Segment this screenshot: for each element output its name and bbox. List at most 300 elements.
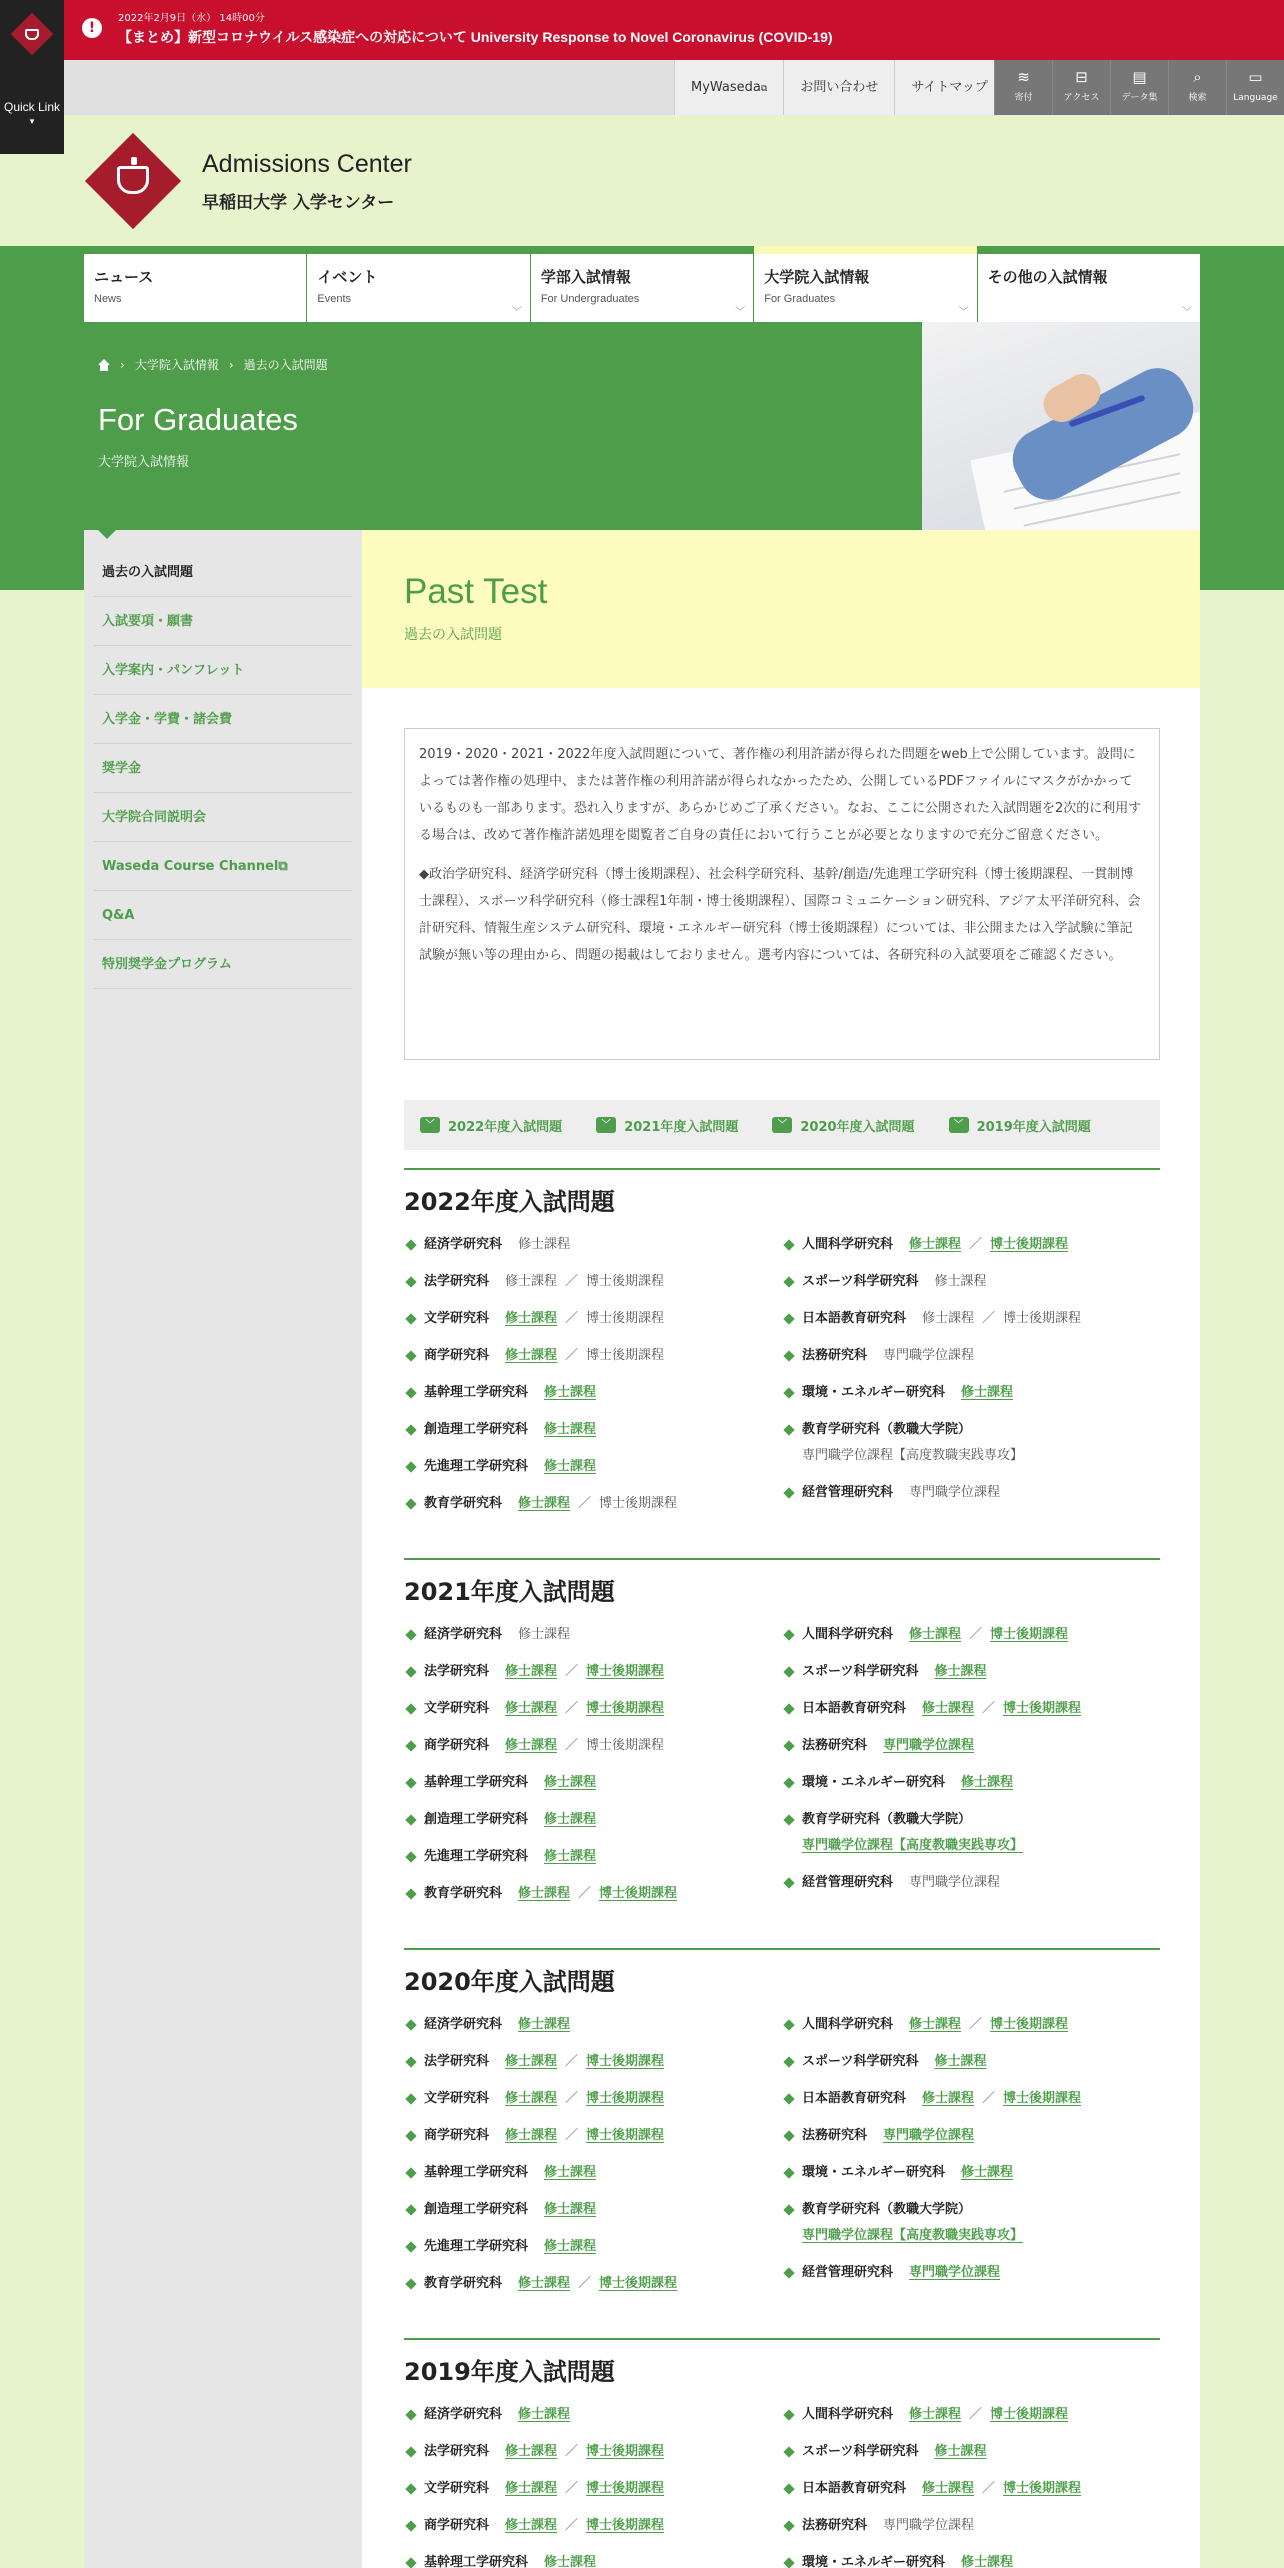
school-name: 創造理工学研究科 xyxy=(424,1422,529,1437)
course-pdf-link[interactable]: 博士後期課程 xyxy=(586,1701,665,1716)
list-item xyxy=(404,2550,772,2568)
course-label: 博士後期課程 xyxy=(1003,1311,1082,1326)
course-pdf-link[interactable]: 博士後期課程 xyxy=(586,2054,665,2069)
school-name: 文学研究科 xyxy=(424,1701,490,1716)
separator: ／ xyxy=(982,2481,996,2496)
diamond-bullet-icon xyxy=(405,1387,416,1398)
diamond-bullet-icon xyxy=(405,1777,416,1788)
school-column-left xyxy=(404,2012,782,2308)
nav-other[interactable] xyxy=(978,246,1200,322)
data-label: データ集 xyxy=(1121,93,1158,103)
school-name: 教育学研究科 xyxy=(424,2276,503,2291)
course-pdf-link[interactable]: 修士課程 xyxy=(505,2444,558,2459)
diamond-bullet-icon xyxy=(405,2204,416,2215)
course-pdf-link[interactable]: 修士課程 xyxy=(505,1738,558,1753)
sidebar-item-course-channel[interactable]: Waseda Course Channel⧉ xyxy=(94,842,352,891)
course-label: 博士後期課程 xyxy=(586,1348,665,1363)
school-name: スポーツ科学研究科 xyxy=(802,2444,919,2459)
course-pdf-link[interactable]: 修士課程 xyxy=(518,1496,571,1511)
anchor-2022[interactable] xyxy=(420,1116,562,1135)
diamond-bullet-icon xyxy=(405,1888,416,1899)
school-name: 法務研究科 xyxy=(802,2128,868,2143)
book-icon: ▤ xyxy=(1132,68,1147,86)
separator: ／ xyxy=(565,2481,579,2496)
list-item xyxy=(404,2160,772,2186)
diamond-bullet-icon xyxy=(783,1666,794,1677)
alert-link[interactable]: 【まとめ】新型コロナウイルス感染症への対応について University Response to Novel Coronavirus (COVID-19) xyxy=(118,29,833,45)
school-name: 経済学研究科 xyxy=(424,1627,503,1642)
chevron-down-icon: ﹀ xyxy=(949,1117,969,1133)
separator: ／ xyxy=(565,1701,579,1716)
util-link-sitemap[interactable]: サイトマップ xyxy=(894,60,1004,115)
active-notch xyxy=(98,530,116,539)
school-name: 文学研究科 xyxy=(424,1311,490,1326)
list-item xyxy=(404,2123,772,2149)
breadcrumb xyxy=(98,356,328,373)
diamond-bullet-icon xyxy=(783,1629,794,1640)
list-item xyxy=(404,1844,772,1870)
utility-bar xyxy=(64,60,1284,115)
list-item xyxy=(404,1881,772,1907)
course-pdf-link[interactable]: 博士後期課程 xyxy=(990,2407,1069,2422)
school-name: 教育学研究科（教職大学院） xyxy=(802,1422,972,1437)
nav-sublabel: For Graduates xyxy=(764,293,836,305)
course-pdf-link[interactable]: 修士課程 xyxy=(909,2407,962,2422)
anchor-label: 2019年度入試問題 xyxy=(976,1119,1091,1135)
school-name: 先進理工学研究科 xyxy=(424,1849,529,1864)
anchor-2021[interactable] xyxy=(596,1116,738,1135)
course-pdf-link[interactable]: 修士課程 xyxy=(505,1311,558,1326)
diamond-bullet-icon xyxy=(783,2446,794,2457)
list-item xyxy=(782,2160,1150,2186)
list-item xyxy=(404,2049,772,2075)
school-name: 先進理工学研究科 xyxy=(424,1459,529,1474)
anchor-label: 2020年度入試問題 xyxy=(800,1119,915,1135)
sidebar-item-fees[interactable]: 入学金・学費・諸会費 xyxy=(94,695,352,744)
list-item xyxy=(782,1306,1150,1332)
school-name: 基幹理工学研究科 xyxy=(424,2555,529,2568)
breadcrumb-graduates[interactable]: 大学院入試情報 xyxy=(134,358,219,372)
course-pdf-link[interactable]: 博士後期課程 xyxy=(990,1627,1069,1642)
school-name: 日本語教育研究科 xyxy=(802,1311,907,1326)
alert-icon: ! xyxy=(82,18,102,38)
sidebar-item-special-scholarship[interactable]: 特別奨学金プログラム xyxy=(94,940,352,989)
diamond-bullet-icon xyxy=(783,1877,794,1888)
course-pdf-link[interactable]: 博士後期課程 xyxy=(586,2128,665,2143)
course-pdf-link[interactable]: 博士後期課程 xyxy=(586,1664,665,1679)
school-name: 基幹理工学研究科 xyxy=(424,2165,529,2180)
school-name: 環境・エネルギー研究科 xyxy=(802,1775,946,1790)
year-section xyxy=(404,1168,1160,1528)
year-heading: 2022年度入試問題 xyxy=(404,1188,615,1216)
year-heading: 2019年度入試問題 xyxy=(404,2358,615,2386)
list-item xyxy=(782,1232,1150,1258)
past-test-header xyxy=(362,530,1200,688)
course-label: 博士後期課程 xyxy=(599,1496,678,1511)
diamond-bullet-icon xyxy=(783,2267,794,2278)
breadcrumb-sep: › xyxy=(120,357,125,372)
course-pdf-link[interactable]: 博士後期課程 xyxy=(599,2276,678,2291)
course-pdf-link[interactable]: 修士課程 xyxy=(505,1348,558,1363)
list-item xyxy=(404,2234,772,2260)
search-label: 検索 xyxy=(1188,93,1207,103)
school-name: 経済学研究科 xyxy=(424,2017,503,2032)
nav-sublabel: For Undergraduates xyxy=(540,293,640,305)
list-item xyxy=(404,1622,772,1648)
course-pdf-link[interactable]: 修士課程 xyxy=(544,1422,597,1437)
course-pdf-link[interactable]: 修士課程 xyxy=(544,1459,597,1474)
page-title: For Graduates xyxy=(98,402,298,437)
diamond-bullet-icon xyxy=(405,1851,416,1862)
course-pdf-link[interactable]: 修士課程 xyxy=(922,2091,975,2106)
school-name: 創造理工学研究科 xyxy=(424,1812,529,1827)
school-column-right xyxy=(782,2012,1160,2308)
diamond-bullet-icon xyxy=(783,1777,794,1788)
diamond-bullet-icon xyxy=(783,2019,794,2030)
page-subtitle: 大学院入試情報 xyxy=(98,455,190,470)
course-pdf-link[interactable]: 修士課程 xyxy=(518,2017,571,2032)
school-name: 人間科学研究科 xyxy=(802,1237,894,1252)
list-item xyxy=(404,1807,772,1833)
school-name: 文学研究科 xyxy=(424,2481,490,2496)
diamond-bullet-icon xyxy=(783,1703,794,1714)
course-pdf-link[interactable]: 修士課程 xyxy=(544,2202,597,2217)
school-name: 文学研究科 xyxy=(424,2091,490,2106)
anchor-label: 2022年度入試問題 xyxy=(448,1119,563,1135)
school-column-right xyxy=(782,1232,1160,1528)
list-item xyxy=(404,2012,772,2038)
site-subtitle: 早稲田大学 入学センター xyxy=(202,193,395,213)
course-pdf-link[interactable]: 修士課程 xyxy=(505,2518,558,2533)
bus-icon: ⊟ xyxy=(1075,68,1088,86)
year-section xyxy=(404,1948,1160,2308)
search-icon: ⌕ xyxy=(1193,68,1202,86)
separator: ／ xyxy=(565,1664,579,1679)
diamond-bullet-icon xyxy=(405,1350,416,1361)
course-pdf-link[interactable]: 修士課程 xyxy=(961,1775,1014,1790)
list-item xyxy=(782,2049,1150,2075)
course-pdf-link[interactable]: 専門職学位課程【高度教職実践専攻】 xyxy=(802,2228,1024,2243)
separator: ／ xyxy=(969,1627,983,1642)
anchor-2020[interactable] xyxy=(772,1116,914,1135)
nav-news[interactable] xyxy=(84,246,306,322)
anchor-label: 2021年度入試問題 xyxy=(624,1119,739,1135)
course-pdf-link[interactable]: 博士後期課程 xyxy=(586,2444,665,2459)
list-item xyxy=(782,1622,1150,1648)
notice-paragraph: ◆政治学研究科、経済学研究科（博士後期課程）、社会科学研究科、基幹/創造/先進理工学研究科（博士後期課程、一貫制博士課程）、スポーツ科学研究科（修士課程1年制・博士後期課程）、国際コミュニケーション研究科、アジア太平洋研究科、会計研究科、情報生産システム研究科、環境・エネルギー研究科（博士後期課程）については、非公開または入学試験に筆記試験が無い等の理由から、問題の掲載はしておりません。選考内容については、各研究科の入試要項をご確認ください。 xyxy=(419,867,1141,963)
list-item xyxy=(782,1807,1150,1859)
diamond-bullet-icon xyxy=(405,1814,416,1825)
course-pdf-link[interactable]: 修士課程 xyxy=(909,2017,962,2032)
school-name: 法学研究科 xyxy=(424,1274,490,1289)
school-name: スポーツ科学研究科 xyxy=(802,1274,919,1289)
list-item xyxy=(404,1696,772,1722)
school-name: 商学研究科 xyxy=(424,2518,490,2533)
list-item xyxy=(404,1417,772,1443)
notice-paragraph: 2019・2020・2021・2022年度入試問題について、著作権の利用許諾が得られた問題をweb上で公開しています。設問によっては著作権の処理中、または著作権の利用許諾が得られなかったため、公開しているPDFファイルにマスクがかかっているものも一部あります。恐れ入りますが、あらかじめご了承ください。なお、ここに公開された入試問題を2次的に利用する場合は、改めて著作権許諾処理を閲覧者ご自身の責任において行うことが必要となりますので充分ご留意ください。 xyxy=(419,747,1142,843)
diamond-bullet-icon xyxy=(783,2093,794,2104)
list-item xyxy=(782,2513,1150,2539)
breadcrumb-current: 過去の入試問題 xyxy=(243,358,328,372)
list-item xyxy=(404,2439,772,2465)
nav-label: その他の入試情報 xyxy=(987,268,1108,286)
list-item xyxy=(782,2260,1150,2286)
diamond-bullet-icon xyxy=(783,2130,794,2141)
diamond-bullet-icon xyxy=(783,1313,794,1324)
course-pdf-link[interactable]: 修士課程 xyxy=(505,2091,558,2106)
separator: ／ xyxy=(578,1496,592,1511)
school-name: 日本語教育研究科 xyxy=(802,2091,907,2106)
diamond-bullet-icon xyxy=(405,2520,416,2531)
school-name: 教育学研究科（教職大学院） xyxy=(802,2202,972,2217)
home-icon[interactable] xyxy=(98,359,110,371)
school-name: 基幹理工学研究科 xyxy=(424,1775,529,1790)
course-pdf-link[interactable]: 専門職学位課程 xyxy=(909,2265,1001,2280)
course-pdf-link[interactable]: 修士課程 xyxy=(505,2054,558,2069)
year-heading: 2020年度入試問題 xyxy=(404,1968,615,1996)
list-item xyxy=(782,1343,1150,1369)
diamond-bullet-icon xyxy=(405,2241,416,2252)
diamond-bullet-icon xyxy=(405,2056,416,2067)
donation-button[interactable] xyxy=(994,60,1052,115)
course-pdf-link[interactable]: 修士課程 xyxy=(544,2239,597,2254)
course-pdf-link[interactable]: 専門職学位課程【高度教職実践専攻】 xyxy=(802,1838,1024,1853)
course-pdf-link[interactable]: 修士課程 xyxy=(544,1385,597,1400)
list-item xyxy=(782,2550,1150,2568)
diamond-bullet-icon xyxy=(405,2130,416,2141)
course-label: 専門職学位課程 xyxy=(883,1348,975,1363)
school-name: 経済学研究科 xyxy=(424,1237,503,1252)
school-name: 経営管理研究科 xyxy=(802,2265,894,2280)
school-name: 環境・エネルギー研究科 xyxy=(802,1385,946,1400)
separator: ／ xyxy=(578,1886,592,1901)
diamond-bullet-icon xyxy=(405,1740,416,1751)
separator: ／ xyxy=(982,2091,996,2106)
diamond-bullet-icon xyxy=(405,1313,416,1324)
course-pdf-link[interactable]: 専門職学位課程 xyxy=(883,2128,975,2143)
course-pdf-link[interactable]: 修士課程 xyxy=(961,2555,1014,2568)
year-section xyxy=(404,1558,1160,1918)
diamond-bullet-icon xyxy=(405,2483,416,2494)
course-label: 専門職学位課程【高度教職実践専攻】 xyxy=(802,1448,1024,1463)
chevron-down-icon: ▾ xyxy=(29,117,35,127)
list-item xyxy=(404,2402,772,2428)
sidebar-item-joint-session[interactable]: 大学院合同説明会 xyxy=(94,793,352,842)
nav-events[interactable] xyxy=(307,246,529,322)
donation-label: 寄付 xyxy=(1014,93,1033,103)
diamond-bullet-icon xyxy=(783,1487,794,1498)
course-pdf-link[interactable]: 博士後期課程 xyxy=(586,2481,665,2496)
nav-label: ニュース xyxy=(94,268,154,286)
diamond-bullet-icon xyxy=(405,2093,416,2104)
access-button[interactable] xyxy=(1052,60,1110,115)
list-item xyxy=(782,2197,1150,2249)
diamond-bullet-icon xyxy=(405,1461,416,1472)
school-name: 基幹理工学研究科 xyxy=(424,1385,529,1400)
course-pdf-link[interactable]: 博士後期課程 xyxy=(990,1237,1069,1252)
separator: ／ xyxy=(578,2276,592,2291)
school-name: 人間科学研究科 xyxy=(802,1627,894,1642)
diamond-bullet-icon xyxy=(783,1814,794,1825)
list-item xyxy=(782,1480,1150,1506)
site-title[interactable]: Admissions Center xyxy=(202,150,412,178)
diamond-bullet-icon xyxy=(783,1387,794,1398)
course-pdf-link[interactable]: 修士課程 xyxy=(544,1849,597,1864)
separator: ／ xyxy=(565,2054,579,2069)
course-label: 博士後期課程 xyxy=(586,1311,665,1326)
global-nav xyxy=(84,246,1200,322)
list-item xyxy=(782,1417,1150,1469)
course-pdf-link[interactable]: 修士課程 xyxy=(934,1664,987,1679)
list-item xyxy=(782,1659,1150,1685)
course-pdf-link[interactable]: 修士課程 xyxy=(518,2407,571,2422)
course-pdf-link[interactable]: 修士課程 xyxy=(961,2165,1014,2180)
school-name: 法学研究科 xyxy=(424,2054,490,2069)
course-label: 修士課程 xyxy=(934,1274,987,1289)
list-item xyxy=(404,1491,772,1517)
diamond-bullet-icon xyxy=(783,2520,794,2531)
nav-label: 学部入試情報 xyxy=(540,268,631,286)
course-pdf-link[interactable]: 修士課程 xyxy=(505,1664,558,1679)
course-pdf-link[interactable]: 修士課程 xyxy=(544,1775,597,1790)
language-button[interactable] xyxy=(1226,60,1284,115)
util-link-label: MyWaseda xyxy=(691,80,761,95)
list-item xyxy=(782,2402,1150,2428)
course-pdf-link[interactable]: 博士後期課程 xyxy=(990,2017,1069,2032)
course-label: 修士課程 xyxy=(518,1237,571,1252)
course-pdf-link[interactable]: 修士課程 xyxy=(544,2165,597,2180)
course-pdf-link[interactable]: 修士課程 xyxy=(518,1886,571,1901)
util-link-mywaseda[interactable] xyxy=(674,60,783,115)
diamond-bullet-icon xyxy=(783,2056,794,2067)
list-item xyxy=(782,2012,1150,2038)
waseda-logo-icon[interactable] xyxy=(84,132,182,230)
chevron-down-icon: ﹀ xyxy=(596,1117,616,1133)
list-item xyxy=(782,2123,1150,2149)
school-name: 商学研究科 xyxy=(424,2128,490,2143)
coins-icon: ≋ xyxy=(1017,68,1030,86)
diamond-bullet-icon xyxy=(405,2278,416,2289)
school-name: 先進理工学研究科 xyxy=(424,2239,529,2254)
course-pdf-link[interactable]: 博士後期課程 xyxy=(586,2518,665,2533)
school-name: 人間科学研究科 xyxy=(802,2407,894,2422)
search-button[interactable] xyxy=(1168,60,1226,115)
course-pdf-link[interactable]: 博士後期課程 xyxy=(1003,1701,1082,1716)
school-name: 商学研究科 xyxy=(424,1348,490,1363)
diamond-bullet-icon xyxy=(783,1740,794,1751)
school-name: 環境・エネルギー研究科 xyxy=(802,2555,946,2568)
separator: ／ xyxy=(969,1237,983,1252)
data-button[interactable] xyxy=(1110,60,1168,115)
school-name: 法務研究科 xyxy=(802,1348,868,1363)
course-label: 専門職学位課程 xyxy=(909,1485,1001,1500)
diamond-bullet-icon xyxy=(783,1239,794,1250)
course-pdf-link[interactable]: 専門職学位課程 xyxy=(883,1738,975,1753)
list-item xyxy=(404,2476,772,2502)
diamond-bullet-icon xyxy=(405,1276,416,1287)
list-item xyxy=(404,2271,772,2297)
course-pdf-link[interactable]: 修士課程 xyxy=(909,1627,962,1642)
course-pdf-link[interactable]: 修士課程 xyxy=(505,2481,558,2496)
hero-photo xyxy=(922,322,1200,530)
list-item xyxy=(782,2086,1150,2112)
course-pdf-link[interactable]: 修士課程 xyxy=(909,1237,962,1252)
course-pdf-link[interactable]: 修士課程 xyxy=(544,2555,597,2568)
util-link-contact[interactable]: お問い合わせ xyxy=(783,60,894,115)
course-pdf-link[interactable]: 修士課程 xyxy=(505,1701,558,1716)
course-pdf-link[interactable]: 修士課程 xyxy=(505,2128,558,2143)
course-pdf-link[interactable]: 博士後期課程 xyxy=(1003,2481,1082,2496)
list-item xyxy=(782,1380,1150,1406)
list-item xyxy=(404,1454,772,1480)
course-label: 修士課程 xyxy=(922,1311,975,1326)
chevron-down-icon: ﹀ xyxy=(958,307,969,318)
sidebar-item-past-tests[interactable]: 過去の入試問題 xyxy=(94,548,352,597)
school-name: 法学研究科 xyxy=(424,1664,490,1679)
past-test-subtitle: 過去の入試問題 xyxy=(404,627,502,643)
school-name: 法務研究科 xyxy=(802,1738,868,1753)
nav-label: イベント xyxy=(317,268,378,286)
course-label: 専門職学位課程 xyxy=(883,2518,975,2533)
diamond-bullet-icon xyxy=(783,1276,794,1287)
language-label: Language xyxy=(1233,93,1278,103)
alert-banner[interactable] xyxy=(64,0,1284,60)
access-label: アクセス xyxy=(1063,93,1100,103)
course-pdf-link[interactable]: 修士課程 xyxy=(518,2276,571,2291)
school-name: 経営管理研究科 xyxy=(802,1875,894,1890)
sidebar-item-scholarship[interactable]: 奨学金 xyxy=(94,744,352,793)
quick-link[interactable] xyxy=(0,0,64,154)
course-label: 修士課程 xyxy=(518,1627,571,1642)
nav-undergraduates[interactable] xyxy=(531,246,753,322)
nav-sublabel: Events xyxy=(317,293,352,305)
sidebar-item-pamphlet[interactable]: 入学案内・パンフレット xyxy=(94,646,352,695)
nav-graduates[interactable] xyxy=(754,246,976,322)
sidebar-item-qa[interactable]: Q&A xyxy=(94,891,352,940)
list-item xyxy=(404,1659,772,1685)
course-pdf-link[interactable]: 博士後期課程 xyxy=(599,1886,678,1901)
diamond-bullet-icon xyxy=(405,2557,416,2568)
chevron-down-icon: ﹀ xyxy=(511,307,522,318)
year-anchor-links xyxy=(404,1100,1160,1150)
anchor-2019[interactable] xyxy=(949,1116,1091,1135)
course-pdf-link[interactable]: 修士課程 xyxy=(934,2444,987,2459)
course-pdf-link[interactable]: 博士後期課程 xyxy=(1003,2091,1082,2106)
course-label: 博士後期課程 xyxy=(586,1738,665,1753)
course-label: 専門職学位課程 xyxy=(909,1875,1001,1890)
school-name: 環境・エネルギー研究科 xyxy=(802,2165,946,2180)
list-item xyxy=(404,1733,772,1759)
course-pdf-link[interactable]: 博士後期課程 xyxy=(586,2091,665,2106)
sidebar-item-guidelines[interactable]: 入試要項・願書 xyxy=(94,597,352,646)
diamond-bullet-icon xyxy=(783,2167,794,2178)
school-column-left xyxy=(404,1232,782,1528)
school-name: 日本語教育研究科 xyxy=(802,2481,907,2496)
course-pdf-link[interactable]: 修士課程 xyxy=(922,1701,975,1716)
course-pdf-link[interactable]: 修士課程 xyxy=(922,2481,975,2496)
course-pdf-link[interactable]: 修士課程 xyxy=(934,2054,987,2069)
list-item xyxy=(404,1306,772,1332)
school-name: 経済学研究科 xyxy=(424,2407,503,2422)
external-link-icon: ⧉ xyxy=(760,84,768,94)
list-item xyxy=(782,1696,1150,1722)
course-pdf-link[interactable]: 修士課程 xyxy=(961,1385,1014,1400)
year-section xyxy=(404,2338,1160,2568)
notice-box xyxy=(404,728,1160,1060)
course-pdf-link[interactable]: 修士課程 xyxy=(544,1812,597,1827)
nav-sublabel: News xyxy=(94,293,122,305)
separator: ／ xyxy=(565,2444,579,2459)
